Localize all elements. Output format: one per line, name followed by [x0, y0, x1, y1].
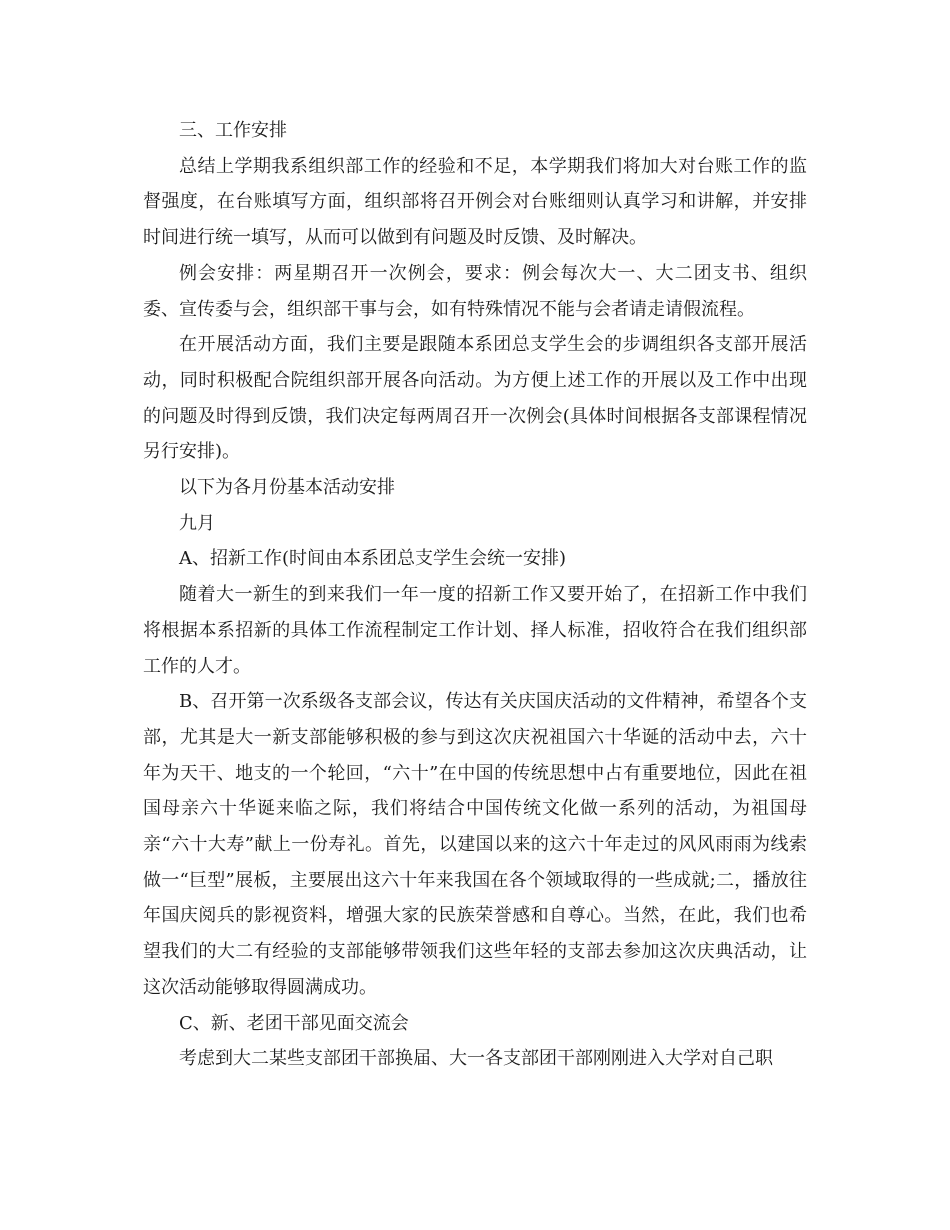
item-heading: A、招新工作(时间由本系团总支学生会统一安排) [179, 548, 567, 570]
paragraph: 总结上学期我系组织部工作的经验和不足，本学期我们将加大对台账工作的监督强度，在台账填写方面，组织部将召开例会对台账细则认真学习和讲解，并安排时间进行统一填写，从而可以做到有问题及时反馈、及时解决。 [143, 155, 807, 249]
paragraph: 例会安排：两星期召开一次例会，要求：例会每次大一、大二团支书、组织委、宣传委与会，组织部干事与会，如有特殊情况不能与会者请走请假流程。 [143, 262, 807, 320]
section-heading: 三、工作安排 [179, 120, 287, 141]
month-heading: 九月 [179, 512, 215, 534]
paragraph: 考虑到大二某些支部团干部换届、大一各支部团干部刚刚进入大学对自己职 [179, 1048, 773, 1070]
paragraph: 以下为各月份基本活动安排 [179, 477, 395, 499]
item-heading: C、新、老团干部见面交流会 [179, 1012, 409, 1034]
paragraph: 随着大一新生的到来我们一年一度的招新工作又要开始了，在招新工作中我们将根据本系招新的具体工作流程制定工作计划、择人标准，招收符合在我们组织部工作的人才。 [143, 584, 807, 677]
paragraph: B、召开第一次系级各支部会议，传达有关庆国庆活动的文件精神，希望各个支部，尤其是大一新支部能够积极的参与到这次庆祝祖国六十华诞的活动中去，六十年为天干、地支的一个轮回，“六十”在中国的传统思想中占有重要地位，因此在祖国母亲六十华诞来临之际，我们将结合中国传统文化做一系列的活动，为祖国母亲“六十大寿”献上一份寿礼。首先，以建国以来的这六十年走过的风风雨雨为线索做一“巨型”展板，主要展出这六十年来我国在各个领域取得的一些成就;二，播放往年国庆阅兵的影视资料，增强大家的民族荣誉感和自尊心。当然，在此，我们也希望我们的大二有经验的支部能够带领我们这些年轻的支部去参加这次庆典活动，让这次活动能够取得圆满成功。 [143, 691, 807, 998]
document-body [143, 113, 807, 1077]
paragraph: 在开展活动方面，我们主要是跟随本系团总支学生会的步调组织各支部开展活动，同时积极配合院组织部开展各向活动。为方便上述工作的开展以及工作中出现的问题及时得到反馈，我们决定每两周召开一次例会(具体时间根据各支部课程情况另行安排)。 [143, 334, 807, 463]
